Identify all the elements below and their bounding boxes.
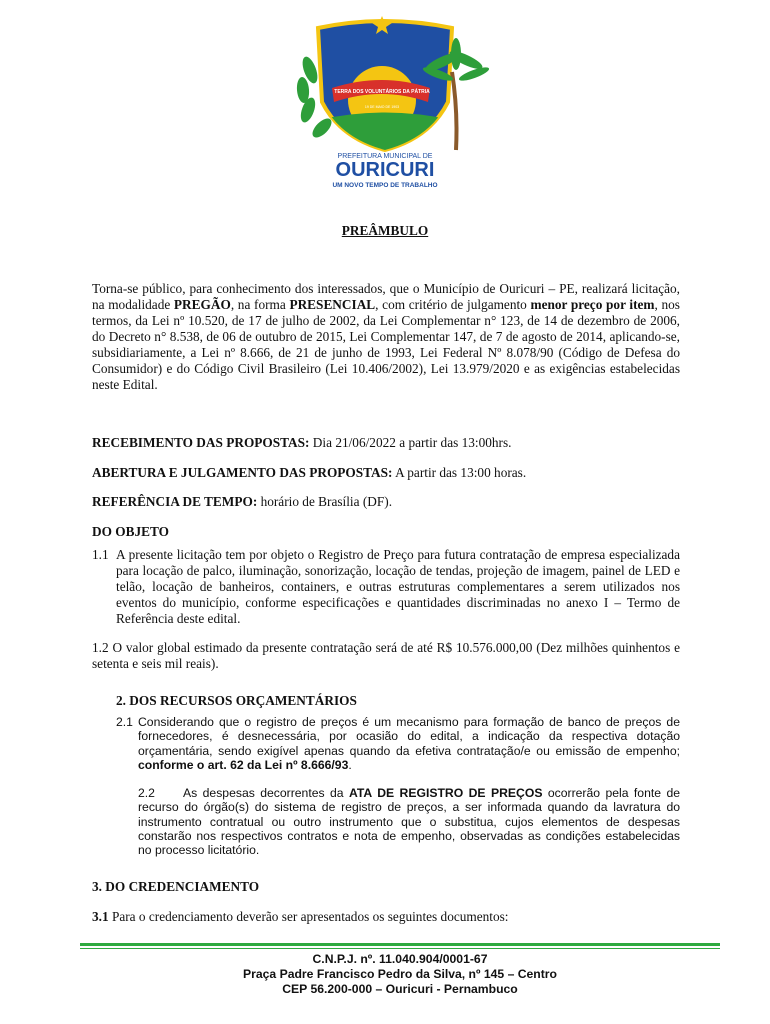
page-title: PREÂMBULO [341,223,429,238]
abertura-line: ABERTURA E JULGAMENTO DAS PROPOSTAS: A partir das 13:00 horas. [92,465,527,480]
ouricuri-logo [270,10,500,190]
footer-cep: CEP 56.200-000 – Ouricuri - Pernambuco [282,982,518,996]
item-2-1-number: 2.1 [116,715,133,729]
footer [80,952,720,997]
item-3-1-text: 3.1 Para o credenciamento deverão ser apresentados os seguintes documentos: [92,909,509,924]
slogan: UM NOVO TEMPO DE TRABALHO [332,182,438,189]
item-2-2-number: 2.2 [138,786,155,800]
recebimento-line: RECEBIMENTO DAS PROPOSTAS: Dia 21/06/2022 a partir das 13:00hrs. [92,435,512,450]
recursos-heading: 2. DOS RECURSOS ORÇAMENTÁRIOS [116,693,357,708]
objeto-heading: DO OBJETO [92,524,169,539]
item-1-1-number: 1.1 [92,547,109,562]
item-2-1-text: Considerando que o registro de preços é um mecanismo para formação de banco de preços de fornecedores, é desnecessária, por ocasião do edital, a indicação da respectiva dotação orçamentária, sendo exigível apenas quando da efetiva contratação/e ou emissão de empenho; conforme o art. 62 da Lei nº 8.666/93. [138,715,680,772]
item-2-2-text: As despesas decorrentes da ATA DE REGISTRO DE PREÇOS ocorrerão pela fonte de recurso do órgão(s) do sistema de registro de preços, a ser informada quando da lavratura do instrumento contratual ou outro instrumento que o substitua, cujos elementos de despesas constarão nos respectivos contratos e nota de empenho, observadas as condições estabelecidas no processo licitatório. [138,786,680,858]
ribbon-sub: 19 DE MAIO DE 1903 [364,105,400,109]
item-1-1-text: A presente licitação tem por objeto o Registro de Preço para futura contratação de empresa especializada para locação de palco, iluminação, sonorização, locação de tendas, projeção de imagem, painel de LED e telão, locação de banheiros, containers, e outras estruturas complementares a serem utilizados nos eventos do município, conforme especificações e quantidades discriminadas no anexo I – Termo de Referência deste edital. [116,547,680,626]
footer-rule-thin [80,948,720,949]
credenciamento-heading: 3. DO CREDENCIAMENTO [92,879,260,894]
org-line: PREFEITURA MUNICIPAL DE [337,153,433,160]
footer-cnpj: C.N.P.J. nº. 11.040.904/0001-67 [312,952,488,966]
ribbon-text: TERRA DOS VOLUNTÁRIOS DA PÁTRIA [334,89,430,95]
footer-address: Praça Padre Francisco Pedro da Silva, nº 145 – Centro [242,967,557,981]
footer-rule-thick [80,943,720,946]
intro-paragraph: Torna-se público, para conhecimento dos interessados, que o Município de Ouricuri – PE, realizará licitação, na modalidade PREGÃO, na forma PRESENCIAL, com critério de julgamento menor preço por item, nos termos, da Lei nº 10.520, de 17 de julho de 2002, da Lei Complementar n° 123, de 14 de dezembro de 2006, do Decreto n° 8.538, de 06 de outubro de 2015, Lei Complementar 147, de 7 de agosto de 2014, aplicando-se, subsidiariamente, a Lei nº 8.666, de 21 de junho de 1993, Lei Federal Nº 8.078/90 (Código de Defesa do Consumidor) e do Código Civil Brasileiro (Lei 10.406/2002), Lei 13.979/2020 e as exigências estabelecidas neste Edital. [92,281,680,392]
item-1-2-text: 1.2 O valor global estimado da presente contratação será de até R$ 10.576.000,00 (Dez milhões quinhentos e setenta e seis mil reais). [92,640,680,671]
referencia-line: REFERÊNCIA DE TEMPO: horário de Brasília (DF). [92,494,393,509]
city-name: OURICURI [335,159,435,181]
